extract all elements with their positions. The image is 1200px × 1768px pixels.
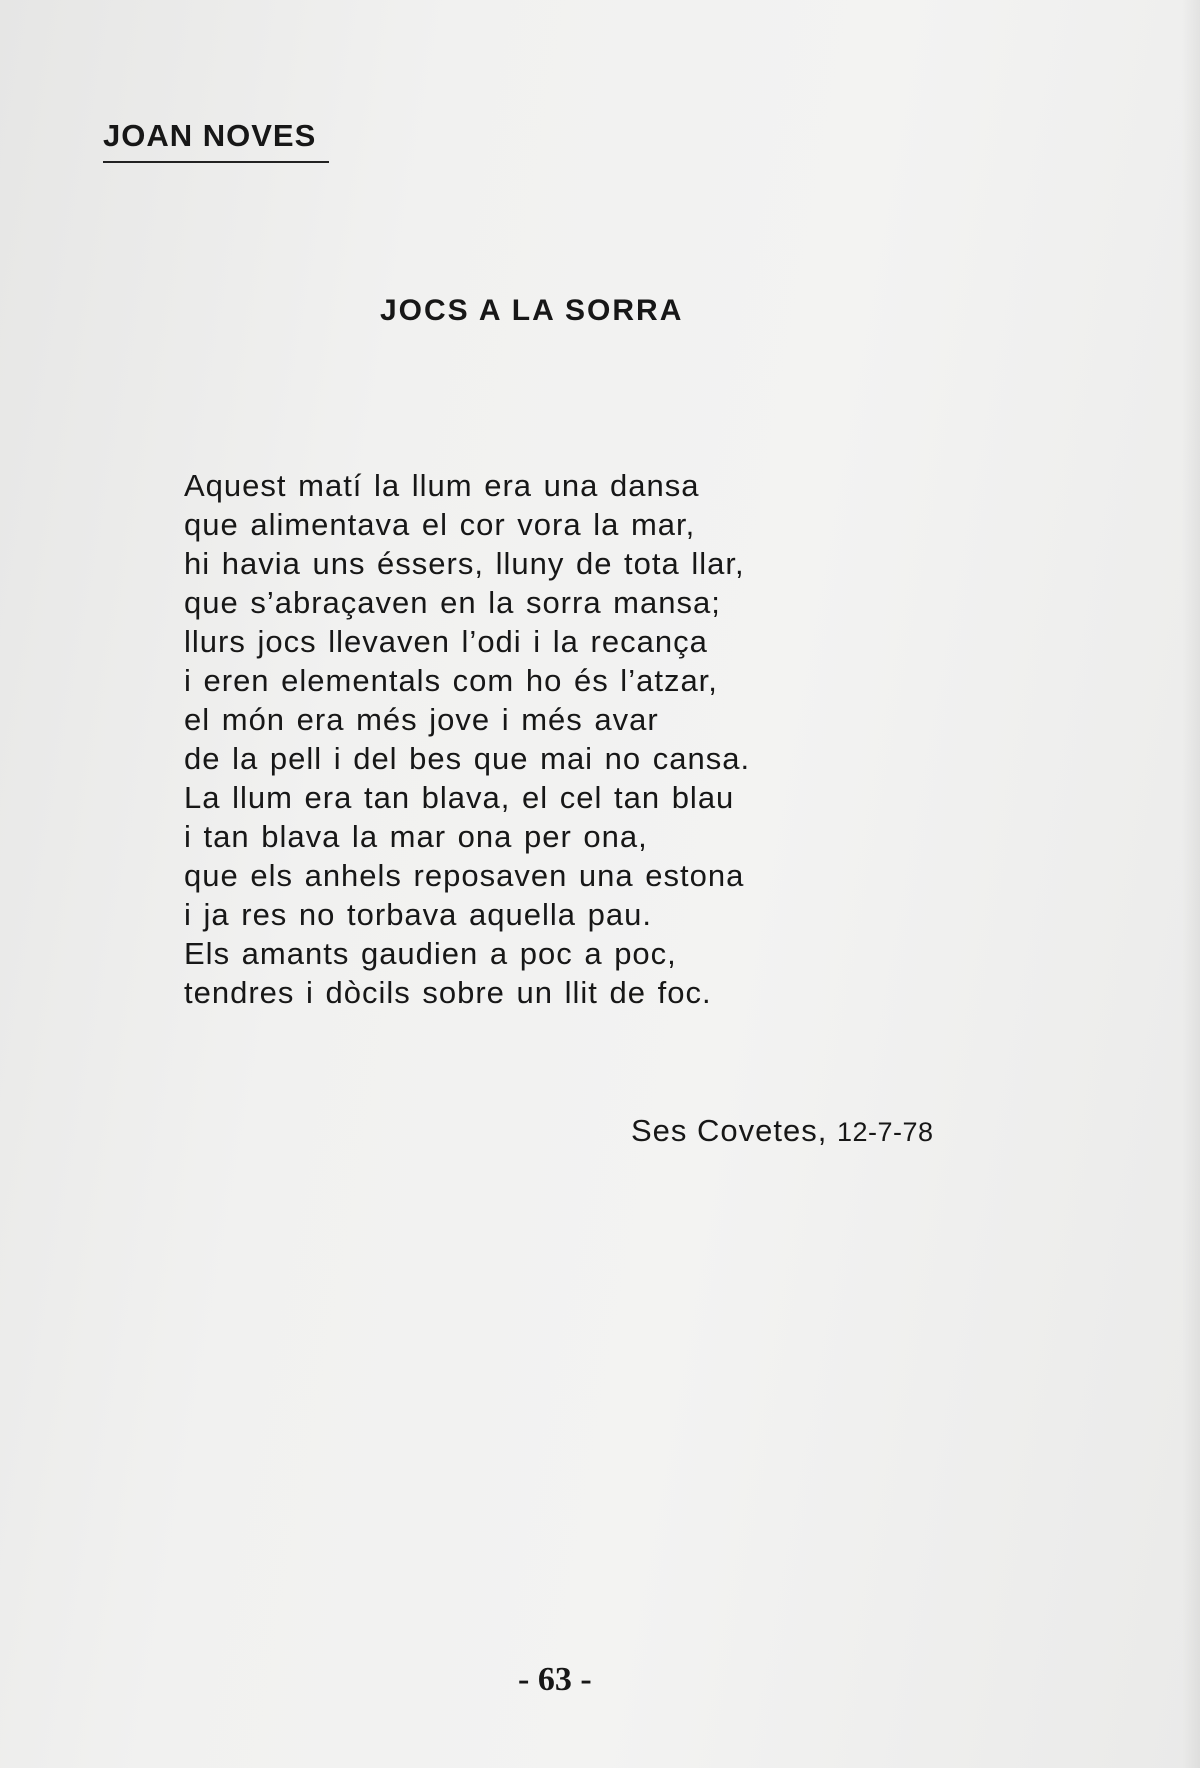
page-number: - 63 - (518, 1661, 592, 1698)
poem-body (184, 466, 750, 1012)
poem-line: el món era més jove i més avar (184, 702, 659, 737)
author-name: JOAN NOVES (103, 118, 317, 153)
poem-line: Els amants gaudien a poc a poc, (184, 936, 677, 971)
poem-date: 12-7-78 (837, 1117, 934, 1147)
place-date-signature (631, 1111, 934, 1152)
poem-line: i ja res no torbava aquella pau. (184, 897, 652, 932)
poem-line: que els anhels reposaven una estona (184, 858, 745, 893)
poem-line: i eren elementals com ho és l’atzar, (184, 663, 718, 698)
poem-line: de la pell i del bes que mai no cansa. (184, 741, 751, 776)
page-edge-shadow (1182, 0, 1200, 1768)
poem-line: i tan blava la mar ona per ona, (184, 819, 648, 854)
poem-line: Aquest matí la llum era una dansa (184, 468, 700, 503)
poem-line: tendres i dòcils sobre un llit de foc. (184, 975, 712, 1010)
poem-line: La llum era tan blava, el cel tan blau (184, 780, 735, 815)
poem-place: Ses Covetes, (631, 1113, 828, 1148)
author-underline (103, 161, 329, 163)
poem-line: hi havia uns éssers, lluny de tota llar, (184, 546, 745, 581)
poem-line: que alimentava el cor vora la mar, (184, 507, 696, 542)
poem-line: llurs jocs llevaven l’odi i la recança (184, 624, 708, 659)
poem-title: JOCS A LA SORRA (380, 294, 684, 327)
poem-line: que s’abraçaven en la sorra mansa; (184, 585, 721, 620)
